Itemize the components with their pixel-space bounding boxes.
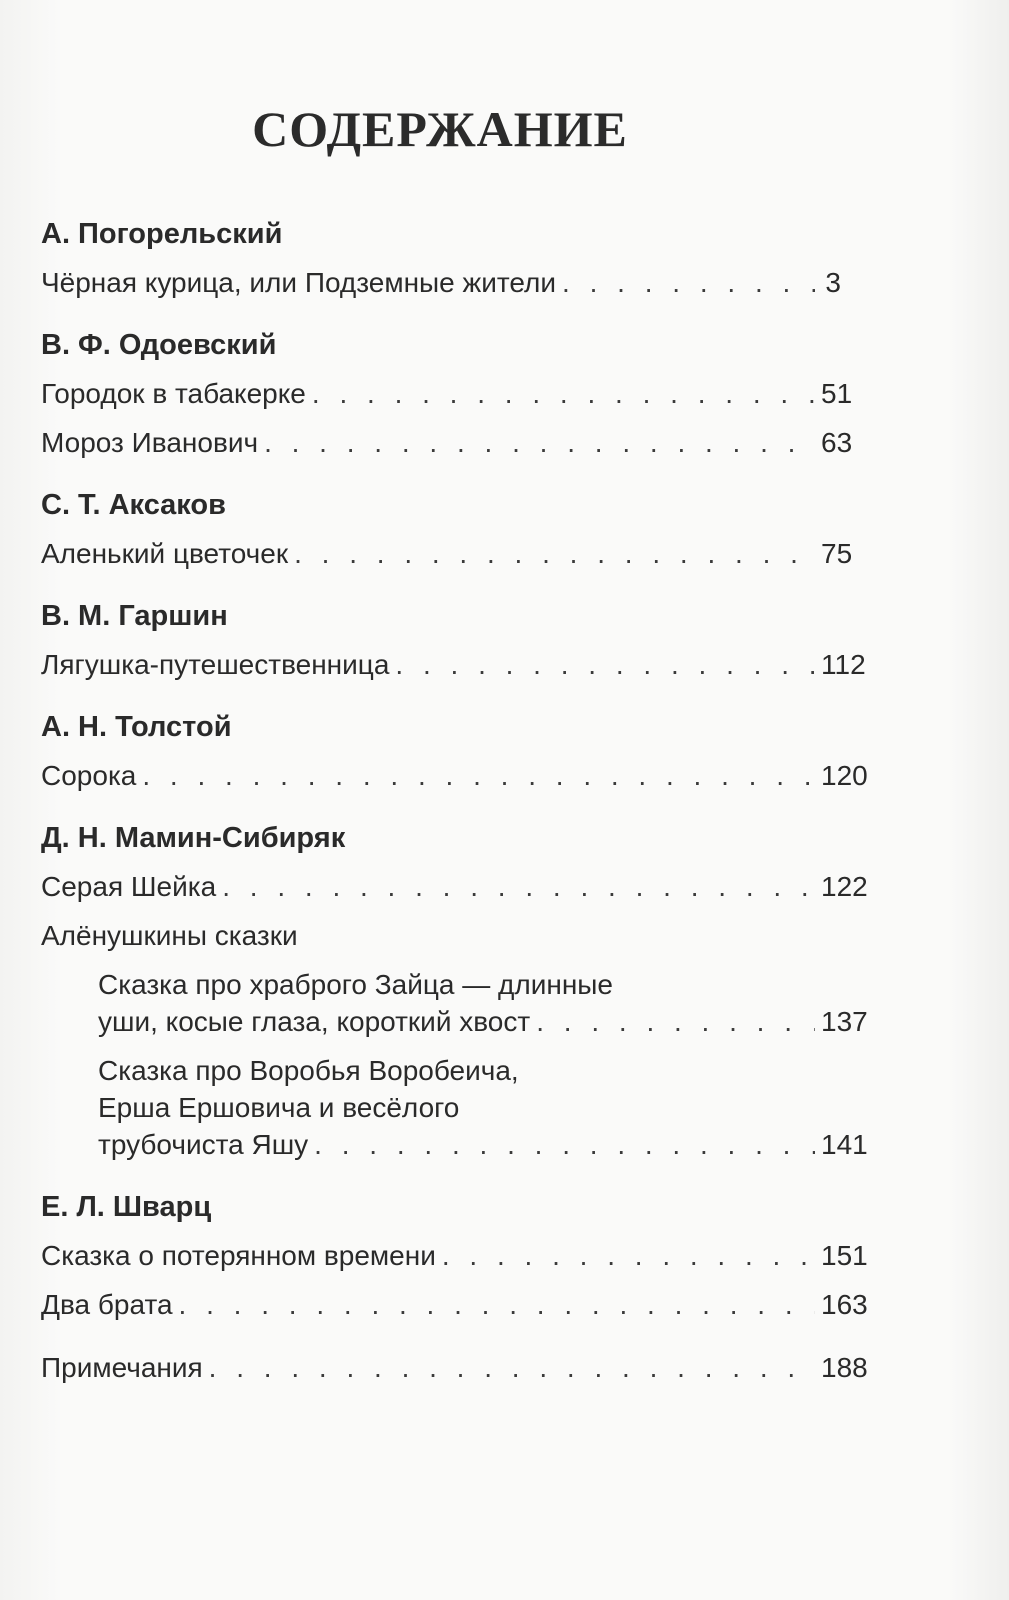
toc-entry-notes[interactable]	[41, 1349, 868, 1386]
leader-dots	[442, 1237, 815, 1274]
entry-title: Чёрная курица, или Подземные жители	[41, 267, 557, 298]
toc-entry[interactable]	[41, 1286, 868, 1323]
entry-title: Два брата	[41, 1289, 173, 1320]
leader-dots	[209, 1349, 815, 1386]
leader-dots	[179, 1286, 815, 1323]
entry-title: Лягушка-путешественница	[41, 649, 390, 680]
leader-dots	[312, 375, 815, 412]
toc-entry[interactable]	[41, 375, 853, 412]
entry-title: Сказка о потерянном времени	[41, 1240, 436, 1271]
subentry-line: Сказка про Воробья Воробеича,	[98, 1055, 519, 1086]
author-heading: В. М. Гаршин	[41, 600, 228, 632]
leader-dots	[536, 1003, 815, 1040]
entry-page: 112	[821, 649, 866, 680]
toc-subentry[interactable]	[41, 966, 868, 1040]
toc-entry[interactable]	[41, 1237, 868, 1274]
toc-entry[interactable]	[41, 868, 868, 905]
author-heading: А. Н. Толстой	[41, 711, 232, 743]
author-heading: Е. Л. Шварц	[41, 1191, 212, 1223]
entry-page: 3	[825, 267, 841, 298]
entry-page: 141	[821, 1129, 868, 1160]
table-of-contents	[41, 216, 868, 1386]
subentry-line: Сказка про храброго Зайца — длинные	[98, 969, 613, 1000]
leader-dots	[222, 868, 815, 905]
subentry-line: трубочиста Яшу	[98, 1129, 309, 1160]
toc-entry[interactable]	[41, 264, 841, 301]
author-heading: Д. Н. Мамин-Сибиряк	[41, 822, 346, 854]
toc-entry[interactable]	[41, 424, 853, 461]
entry-page: 137	[821, 1006, 868, 1037]
entry-page: 163	[821, 1289, 868, 1320]
subentry-line: уши, косые глаза, короткий хвост	[98, 1006, 531, 1037]
author-heading: С. Т. Аксаков	[41, 489, 226, 521]
toc-collection[interactable]	[41, 917, 841, 954]
subentry-line: Ерша Ершовича и весёлого	[98, 1092, 460, 1123]
subentry-last-line	[98, 1126, 868, 1163]
page-title	[0, 100, 880, 158]
author-heading: А. Погорельский	[41, 218, 283, 250]
entry-page: 188	[821, 1352, 868, 1383]
entry-page: 122	[821, 871, 868, 902]
toc-subentry[interactable]	[41, 1052, 868, 1163]
entry-page: 75	[821, 538, 853, 569]
entry-page: 51	[821, 378, 853, 409]
toc-entry[interactable]	[41, 646, 866, 683]
entry-title: Сорока	[41, 760, 137, 791]
entry-title: Примечания	[41, 1352, 203, 1383]
entry-page: 63	[821, 427, 853, 458]
leader-dots	[294, 535, 815, 572]
entry-title: Городок в табакерке	[41, 378, 306, 409]
leader-dots	[395, 646, 815, 683]
title-text: СОДЕРЖАНИЕ	[252, 101, 628, 157]
collection-title: Алёнушкины сказки	[41, 920, 298, 951]
leader-dots	[264, 424, 815, 461]
leader-dots	[562, 264, 815, 301]
entry-title: Мороз Иванович	[41, 427, 259, 458]
toc-entry[interactable]	[41, 535, 853, 572]
entry-title: Аленький цветочек	[41, 538, 289, 569]
entry-page: 151	[821, 1240, 868, 1271]
subentry-last-line	[98, 1003, 868, 1040]
leader-dots	[142, 757, 815, 794]
toc-entry[interactable]	[41, 757, 868, 794]
entry-title: Серая Шейка	[41, 871, 217, 902]
author-heading: В. Ф. Одоевский	[41, 329, 277, 361]
entry-page: 120	[821, 760, 868, 791]
leader-dots	[314, 1126, 815, 1163]
